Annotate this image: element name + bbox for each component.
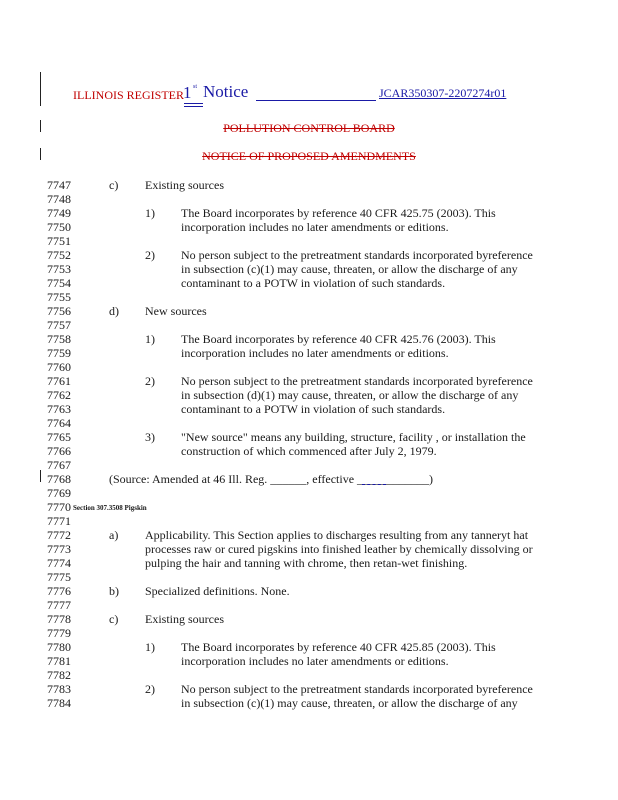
line-number: 7779	[47, 626, 71, 640]
subsection-title: Existing sources	[145, 612, 224, 626]
subsection-title: Existing sources	[145, 178, 224, 192]
effective-date-marker	[362, 484, 386, 485]
line-number: 7770	[47, 500, 71, 514]
item-number: 1)	[145, 332, 155, 346]
notice-label: Notice	[203, 82, 249, 101]
paragraph-line: incorporation includes no later amendments or editions.	[181, 654, 449, 668]
item-number: 1)	[145, 206, 155, 220]
double-underline	[184, 106, 203, 107]
line-number: 7757	[47, 318, 71, 332]
line-number: 7766	[47, 444, 71, 458]
line-number: 7778	[47, 612, 71, 626]
paragraph-line: The Board incorporates by reference 40 CFR 425.75 (2003). This	[181, 206, 496, 220]
subsection-label: a)	[109, 528, 119, 542]
paragraph-line: incorporation includes no later amendments or editions.	[181, 220, 449, 234]
line-number: 7759	[47, 346, 71, 360]
paragraph-line: Applicability. This Section applies to discharges resulting from any tanneryt hat	[145, 528, 529, 542]
item-number: 3)	[145, 430, 155, 444]
agency-name: POLLUTION CONTROL BOARD	[223, 121, 395, 135]
section-heading: Section 307.3508 Pigskin	[73, 504, 147, 512]
line-number: 7765	[47, 430, 71, 444]
line-number: 7771	[47, 514, 71, 528]
paragraph-line: contaminant to a POTW in violation of such standards.	[181, 402, 446, 416]
line-number: 7784	[47, 696, 71, 710]
paragraph-line: The Board incorporates by reference 40 CFR 425.85 (2003). This	[181, 640, 496, 654]
line-number: 7755	[47, 290, 71, 304]
paragraph-line: in subsection (c)(1) may cause, threaten, or allow the discharge of any	[181, 696, 518, 710]
paragraph-line: No person subject to the pretreatment standards incorporated byreference	[181, 374, 533, 388]
item-number: 2)	[145, 682, 155, 696]
item-number: 2)	[145, 248, 155, 262]
line-number: 7749	[47, 206, 71, 220]
paragraph-line: pulping the hair and tanning with chrome, then retan-wet finishing.	[145, 556, 468, 570]
paragraph-line: No person subject to the pretreatment standards incorporated byreference	[181, 682, 533, 696]
line-number: 7760	[47, 360, 71, 374]
line-number: 7756	[47, 304, 71, 318]
line-number: 7776	[47, 584, 71, 598]
paragraph-line: in subsection (d)(1) may cause, threaten, or allow the discharge of any	[181, 388, 519, 402]
line-number: 7767	[47, 458, 71, 472]
paragraph-line: in subsection (c)(1) may cause, threaten, or allow the discharge of any	[181, 262, 518, 276]
notice-title: NOTICE OF PROPOSED AMENDMENTS	[202, 149, 416, 163]
line-number: 7775	[47, 570, 71, 584]
line-number: 7747	[47, 178, 71, 192]
line-number: 7772	[47, 528, 71, 542]
line-number: 7754	[47, 276, 71, 290]
header-underline	[256, 100, 376, 101]
paragraph-line: Specialized definitions. None.	[145, 584, 290, 598]
line-number: 7783	[47, 682, 71, 696]
issue-superscript: st	[193, 84, 198, 90]
paragraph-line: incorporation includes no later amendments or editions.	[181, 346, 449, 360]
line-number: 7752	[47, 248, 71, 262]
line-number: 7780	[47, 640, 71, 654]
item-number: 2)	[145, 374, 155, 388]
paragraph-line: processes raw or cured pigskins into finished leather by chemically dissolving or	[145, 542, 533, 556]
line-number: 7768	[47, 472, 71, 486]
line-number: 7782	[47, 668, 71, 682]
line-number: 7751	[47, 234, 71, 248]
line-number: 7763	[47, 402, 71, 416]
page-header	[0, 84, 618, 108]
double-underline	[184, 103, 203, 104]
paragraph-line: No person subject to the pretreatment standards incorporated byreference	[181, 248, 533, 262]
line-number: 7750	[47, 220, 71, 234]
line-number: 7777	[47, 598, 71, 612]
issue-number: 1	[183, 83, 192, 102]
document-id: JCAR350307-2207274r01	[379, 86, 507, 100]
subsection-title: New sources	[145, 304, 207, 318]
paragraph-line: contaminant to a POTW in violation of such standards.	[181, 276, 446, 290]
line-number: 7769	[47, 486, 71, 500]
subsection-label: b)	[109, 584, 119, 598]
line-number: 7762	[47, 388, 71, 402]
subsection-label: d)	[109, 304, 119, 318]
line-number: 7761	[47, 374, 71, 388]
source-note: (Source: Amended at 46 Ill. Reg. ______, effective ____________)	[109, 472, 434, 486]
line-number: 7781	[47, 654, 71, 668]
line-number: 7774	[47, 556, 71, 570]
line-number: 7764	[47, 416, 71, 430]
line-number: 7758	[47, 332, 71, 346]
register-label: ILLINOIS REGISTER	[73, 88, 184, 102]
line-number: 7753	[47, 262, 71, 276]
subsection-label: c)	[109, 178, 119, 192]
change-bar	[40, 470, 41, 482]
paragraph-line: The Board incorporates by reference 40 CFR 425.76 (2003). This	[181, 332, 496, 346]
line-number: 7748	[47, 192, 71, 206]
paragraph-line: construction of which commenced after July 2, 1979.	[181, 444, 437, 458]
item-number: 1)	[145, 640, 155, 654]
line-number: 7773	[47, 542, 71, 556]
paragraph-line: "New source" means any building, structure, facility , or installation the	[181, 430, 526, 444]
subsection-label: c)	[109, 612, 119, 626]
